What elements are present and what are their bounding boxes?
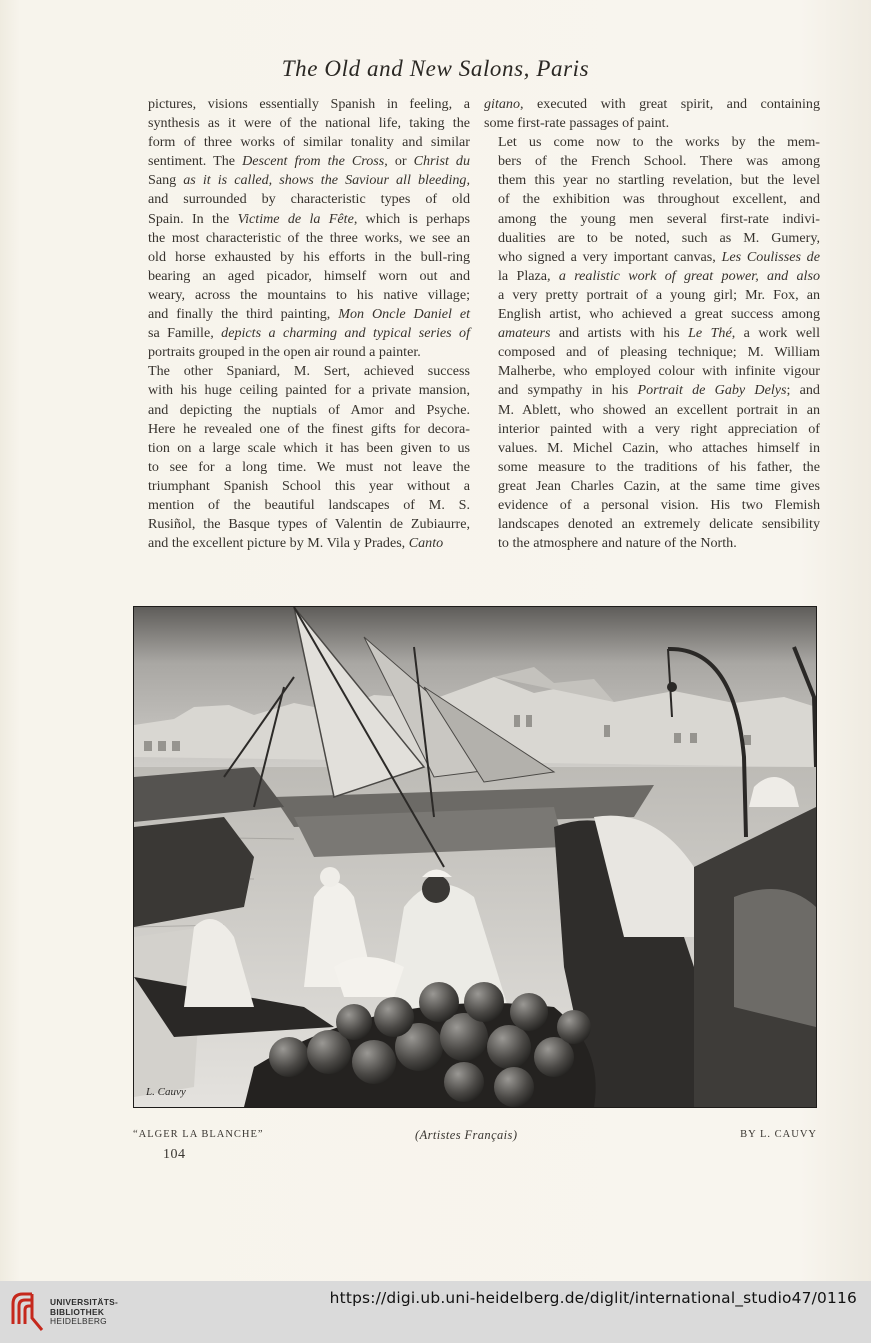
right-column	[484, 95, 820, 553]
caption-school: (Artistes Français)	[415, 1128, 518, 1142]
left-column-line: Sang as it is called, shows the Saviour all bleeding,	[148, 172, 470, 189]
right-column-line: M. Ablett, who showed an excellent portrait in an	[498, 401, 820, 418]
left-column-line: triumphant Spanish School this year without a	[148, 477, 470, 494]
left-column-line: synthesis as it were of the national life, taking the	[148, 115, 470, 132]
left-column-line: old horse exhausted by his efforts in the bull-ring	[148, 248, 470, 265]
document-url[interactable]: https://digi.ub.uni-heidelberg.de/diglit/international_studio47/0116	[329, 1289, 857, 1307]
library-line-3: HEIDELBERG	[50, 1316, 107, 1327]
right-column-line: great Jean Charles Cazin, at the same time gives	[498, 477, 820, 494]
left-column-line: the most characteristic of the three works, we see an	[148, 229, 470, 246]
library-line-1: UNIVERSITÄTS-	[50, 1297, 119, 1307]
right-column-line: la Plaza, a realistic work of great power, and also	[498, 267, 820, 284]
right-column-line: to the atmosphere and nature of the North.	[498, 535, 737, 552]
left-column-line: sa Famille, depicts a charming and typical series of	[148, 325, 470, 342]
left-column-line: mention of the beautiful landscapes of M. S.	[148, 496, 470, 513]
right-column-line: amateurs and artists with his Le Thé, a work well	[498, 325, 820, 342]
right-column-line: Malherbe, who employed colour with infinite vigour	[498, 363, 820, 380]
right-column-line: some first-rate passages of paint.	[484, 115, 670, 132]
left-column-line: weary, across the mountains to his native village;	[148, 286, 470, 303]
right-column-line: values. M. Michel Cazin, who attaches himself in	[498, 439, 820, 456]
right-column-line: dualities are to be noted, such as M. Gumery,	[498, 229, 820, 246]
right-column-line: interior painted with a very right appreciation of	[498, 420, 820, 437]
page-number: 104	[163, 1147, 186, 1162]
left-column-line: and finally the third painting, Mon Oncle Daniel et	[148, 306, 470, 323]
left-column-line: form of three works of similar tonality and similar	[148, 134, 470, 151]
right-column-paragraph	[484, 95, 820, 133]
left-column-line: with his huge ceiling painted for a private mansion,	[148, 382, 470, 399]
left-column-paragraph	[134, 362, 470, 553]
left-column-line: and the excellent picture by M. Vila y Prades, Canto	[148, 535, 444, 552]
left-column-line: Spain. In the Victime de la Fête, which is perhaps	[148, 210, 470, 227]
right-column-paragraph	[484, 133, 820, 553]
running-head: The Old and New Salons, Paris	[281, 56, 590, 81]
left-column-line: Here he revealed one of the finest gifts for decora-	[148, 420, 470, 437]
right-column-line: who signed a very important canvas, Les Coulisses de	[498, 248, 820, 265]
right-column-line: of the exhibition was throughout excellent, and	[498, 191, 820, 208]
library-logo-icon[interactable]	[10, 1290, 46, 1334]
right-column-line: evidence of a personal vision. His two Flemish	[498, 496, 820, 513]
right-column-line: and sympathy in his Portrait de Gaby Delys; and	[498, 382, 820, 399]
right-column-line: Let us come now to the works by the mem-	[498, 134, 820, 151]
left-column-line: to see for a long time. We must not leave the	[148, 458, 470, 475]
footer-bar	[0, 1281, 871, 1343]
left-column-paragraph	[134, 95, 470, 362]
right-column-line: bers of the French School. There was among	[498, 153, 820, 170]
right-column-line: a very pretty portrait of a young girl; Mr. Fox, an	[498, 286, 820, 303]
painting-plate	[133, 606, 817, 1108]
caption-title: “ALGER LA BLANCHE”	[133, 1129, 264, 1140]
painting-illustration	[134, 607, 816, 1107]
left-column-line: bearing an aged picador, himself worn out and	[148, 267, 470, 284]
right-column-line: English artist, who achieved a great success among	[498, 306, 820, 323]
right-column-line: some measure to the traditions of his father, the	[498, 458, 820, 475]
right-column-line: composed and of pleasing technique; M. William	[498, 344, 820, 361]
right-column-line: among the young men several first-rate indivi-	[498, 210, 820, 227]
left-column-line: pictures, visions essentially Spanish in feeling, a	[148, 96, 470, 112]
left-column-line: sentiment. The Descent from the Cross, or Christ du	[148, 153, 470, 170]
right-column-line: gitano, executed with great spirit, and containing	[484, 96, 820, 112]
library-name	[50, 1298, 118, 1327]
right-column-line: them this year no startling revelation, but the level	[498, 172, 820, 189]
left-column-line: tion on a large scale which it has been given to us	[148, 439, 470, 456]
right-column-line: landscapes denoted an extremely delicate sensibility	[498, 516, 820, 533]
left-column-line: The other Spaniard, M. Sert, achieved success	[148, 363, 470, 380]
left-column-line: Rusiñol, the Basque types of Valentin de Zubiaurre,	[148, 516, 470, 533]
left-column	[134, 95, 470, 553]
left-column-line: portraits grouped in the open air round a painter.	[148, 344, 421, 361]
plate-caption	[133, 1129, 817, 1143]
library-line-2: BIBLIOTHEK	[50, 1306, 105, 1317]
painting-signature: L. Cauvy	[146, 1086, 186, 1098]
caption-artist: BY L. CAUVY	[740, 1129, 817, 1140]
left-column-line: and depicting the nuptials of Amor and Psyche.	[148, 401, 470, 418]
left-column-line: and surrounded by characteristic types of old	[148, 191, 470, 208]
